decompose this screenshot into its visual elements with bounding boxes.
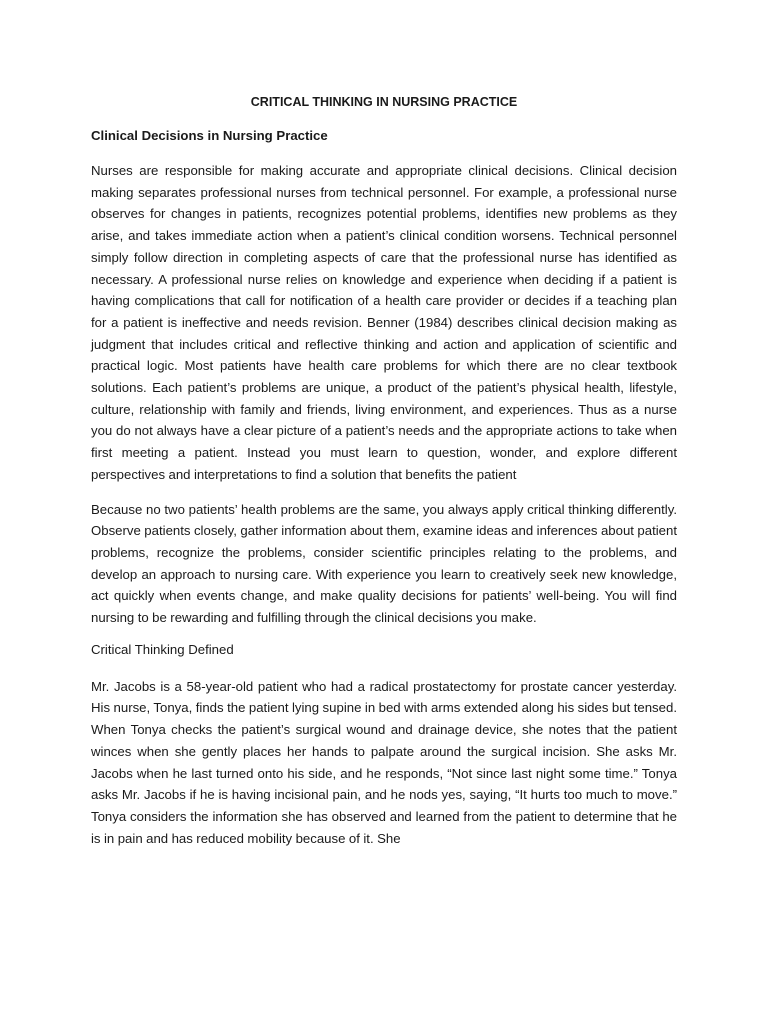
section-heading: Clinical Decisions in Nursing Practice	[91, 128, 328, 143]
paragraph: Because no two patients’ health problems are the same, you always apply critical thinking differently. Observe patients closely, gather information about them, examine ideas and inferences about patient problems, recognize the problems, consider scientific principles relating to the problems, and develop an approach to nursing care. With experience you learn to creatively seek new knowledge, act quickly when events change, and make quality decisions for patients’ well-being. You will find nursing to be rewarding and fulfilling through the clinical decisions you make.	[91, 501, 678, 626]
document-title: CRITICAL THINKING IN NURSING PRACTICE	[250, 95, 518, 109]
paragraph: Mr. Jacobs is a 58-year-old patient who had a radical prostatectomy for prostate cancer yesterday. His nurse, Tonya, finds the patient lying supine in bed with arms extended along his sides but tensed. When Tonya checks the patient’s surgical wound and drainage device, she notes that the patient winces when she gently places her hands to palpate around the surgical incision. She asks Mr. Jacobs when he last turned onto his side, and he responds, “Not since last night some time.” Tonya asks Mr. Jacobs if he is having incisional pain, and he nods yes, saying, “It hurts too much to move.” Tonya considers the information she has observed and learned from the patient to determine that he is in pain and has reduced mobility because of it. She	[91, 678, 677, 846]
subheading: Critical Thinking Defined	[91, 641, 234, 657]
paragraph: Nurses are responsible for making accurate and appropriate clinical decisions. Clinical decision making separates professional nurses from technical personnel. For example, a professional nurse observes for changes in patients, recognizes potential problems, identifies new problems as they arise, and takes immediate action when a patient’s clinical condition worsens. Technical personnel simply follow direction in completing aspects of care that the professional nurse has identified as necessary. A professional nurse relies on knowledge and experience when deciding if a patient is having complications that call for notification of a health care provider or decides if a teaching plan for a patient is ineffective and needs revision. Benner (1984) describes clinical decision making as judgment that includes critical and reflective thinking and action and application of scientific and practical logic. Most patients have health care problems for which there are no clear textbook solutions. Each patient’s problems are unique, a product of the patient’s physical health, lifestyle, culture, relationship with family and friends, living environment, and experiences. Thus as a nurse you do not always have a clear picture of a patient’s needs and the appropriate actions to take when first meeting a patient. Instead you must learn to question, wonder, and explore different perspectives and interpretations to find a solution that benefits the patient	[91, 163, 677, 482]
